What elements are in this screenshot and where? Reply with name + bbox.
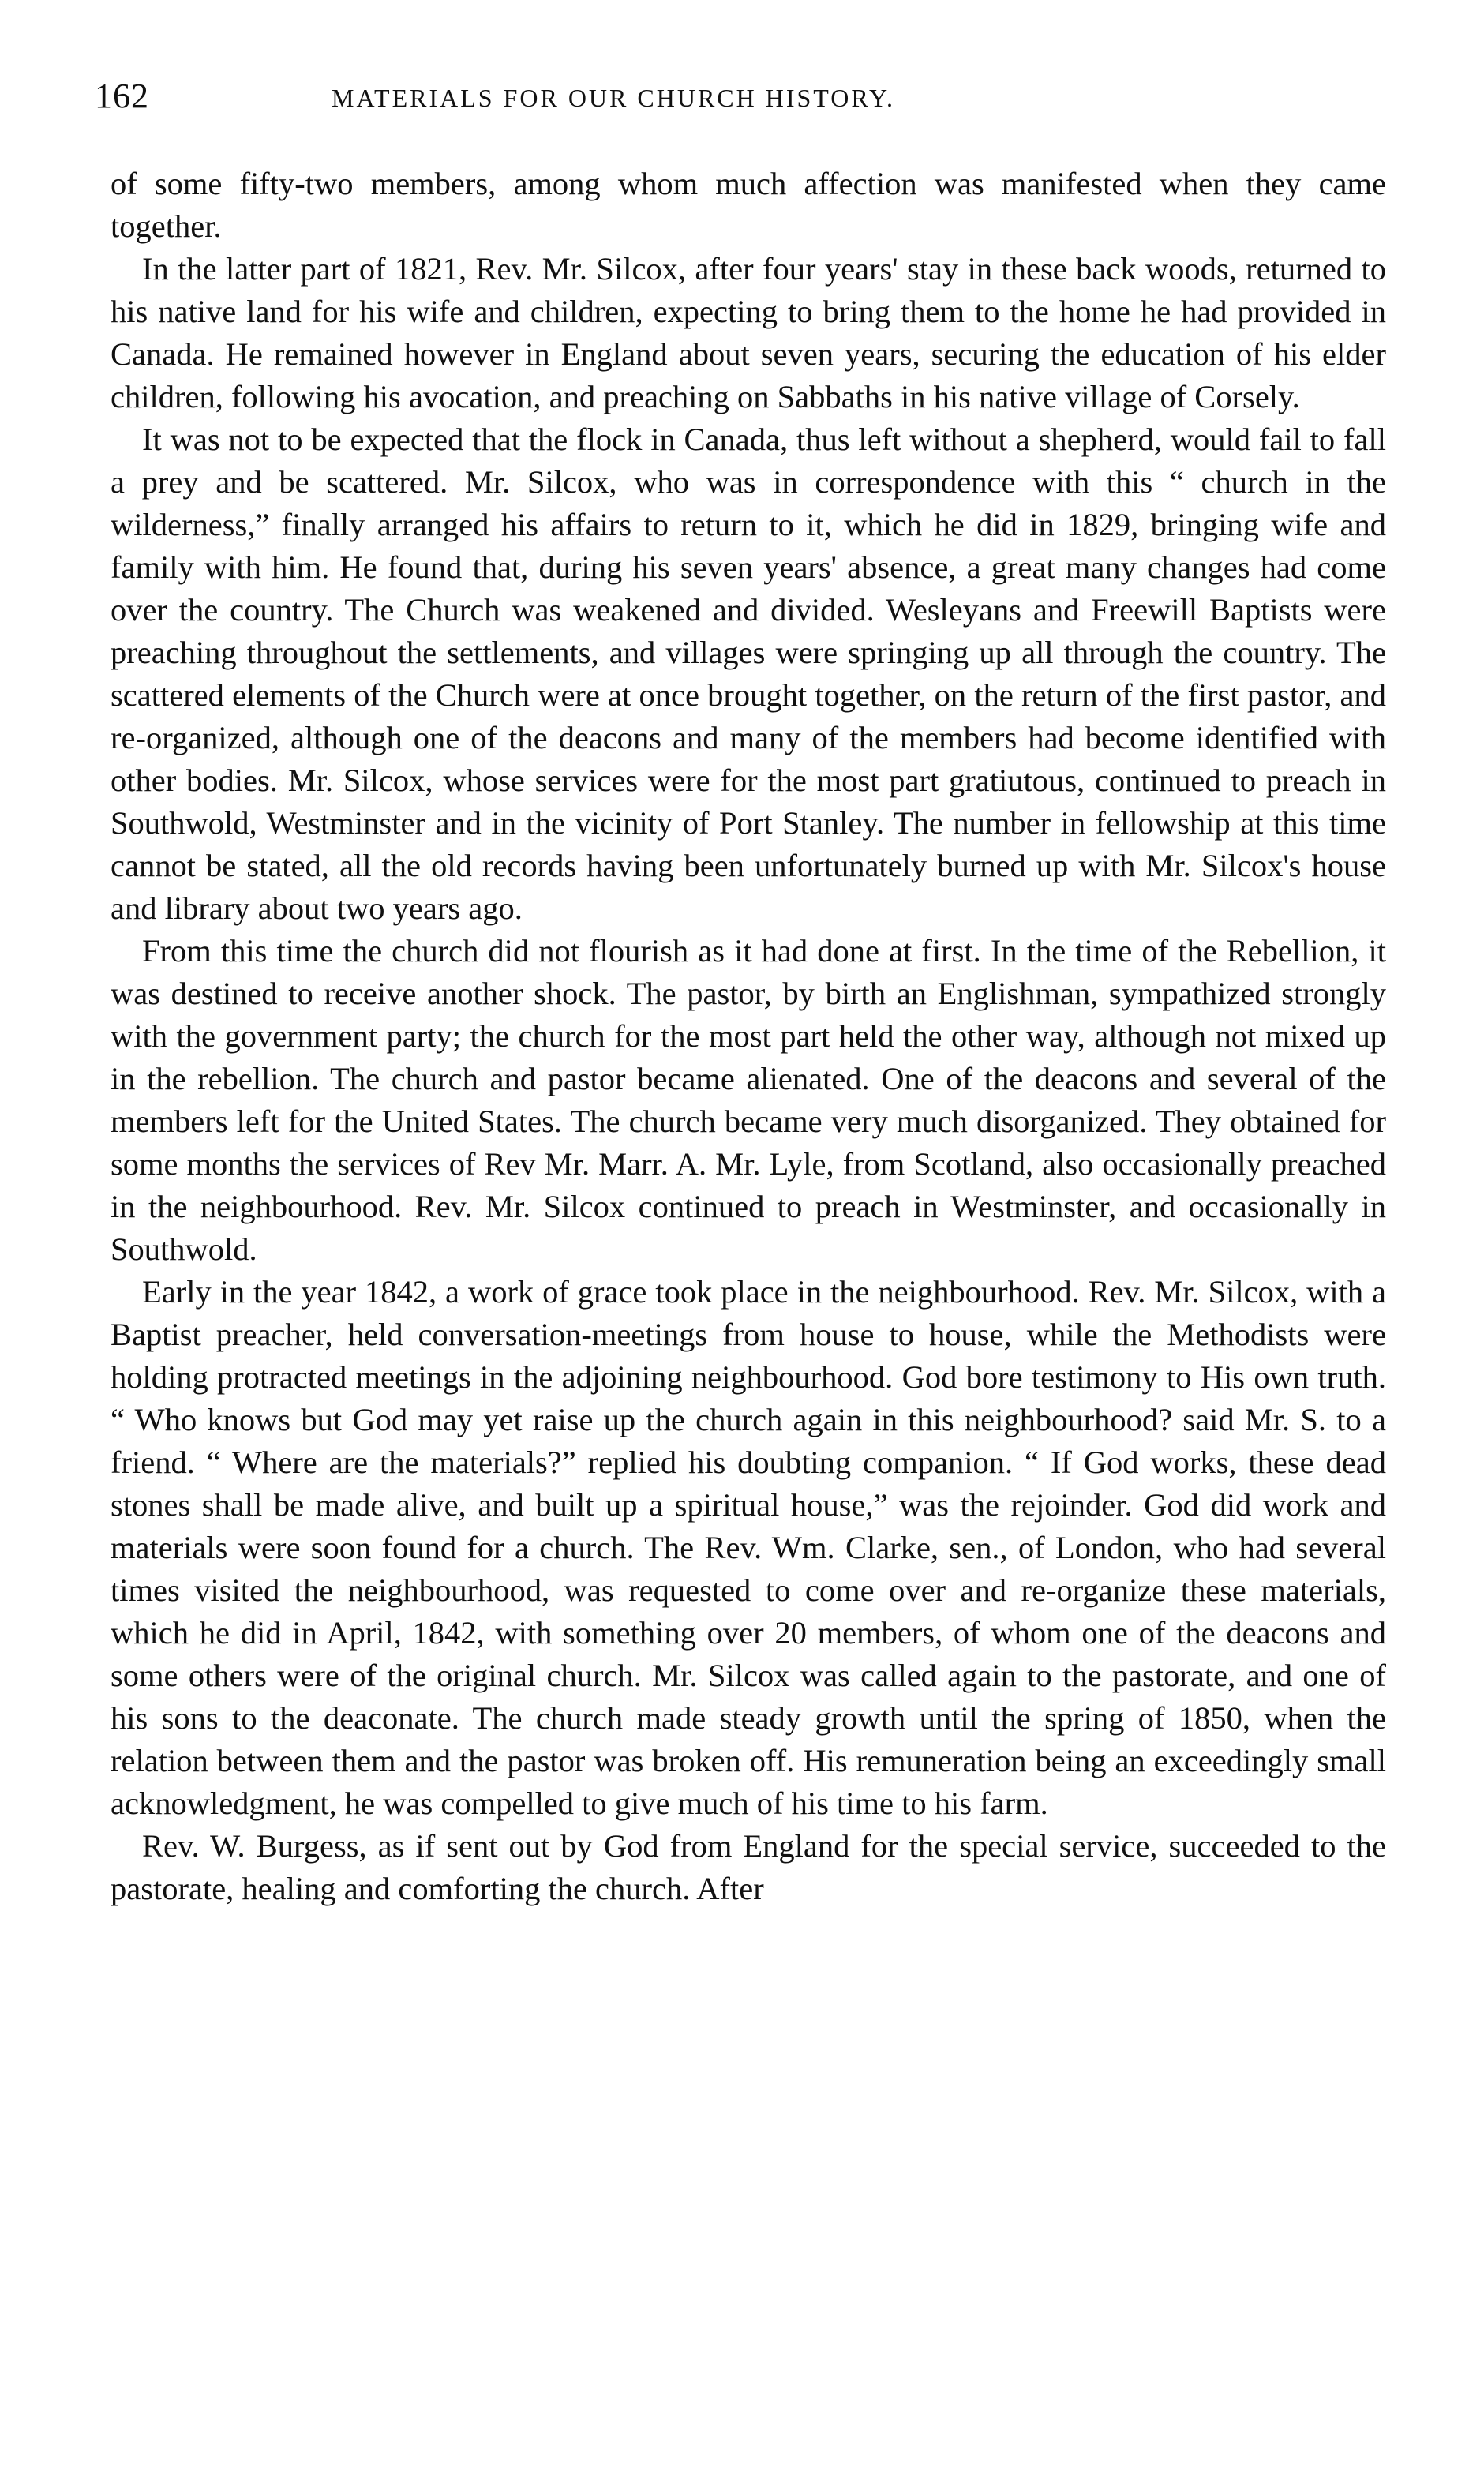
paragraph-flock-scattered: It was not to be expected that the flock in Canada, thus left without a shepherd, would fail to fall a prey and be scattered. Mr. Silcox, who was in correspondence with this “ church in the wilderness,” finally arranged his affairs to return to it, which he did in 1829, bringing wife and family with him. He found that, during his seven years' absence, a great many changes had come over the country. The Church was weakened and divided. Wesleyans and Freewill Baptists were preaching throughout the settlements, and villages were springing up all through the country. The scattered elements of the Church were at once brought together, on the return of the first pastor, and re-organized, although one of the deacons and many of the members had become identified with other bodies. Mr. Silcox, whose services were for the most part gratiutous, continued to preach in Southwold, Westminster and in the vicinity of Port Stanley. The number in fellowship at this time cannot be stated, all the old records having been unfortunately burned up with Mr. Silcox's house and library about two years ago. <box>111 422 1386 926</box>
body-text <box>111 163 1386 1910</box>
paragraph-rebellion: From this time the church did not flourish as it had done at first. In the time of the Rebellion, it was destined to receive another shock. The pastor, by birth an Englishman, sympathized strongly with the government party; the church for the most part held the other way, although not mixed up in the rebellion. The church and pastor became alienated. One of the deacons and several of the members left for the United States. The church became very much disorganized. They obtained for some months the services of Rev Mr. Marr. A. Mr. Lyle, from Scotland, also occasionally preached in the neighbourhood. Rev. Mr. Silcox continued to preach in Westminster, and occasionally in Southwold. <box>111 933 1386 1267</box>
running-title: MATERIALS FOR OUR CHURCH HISTORY. <box>332 84 895 112</box>
paragraph-silcox-return-england: In the latter part of 1821, Rev. Mr. Silcox, after four years' stay in these back woods, returned to his native land for his wife and children, expecting to bring them to the home he had provided in Canada. He remained however in England about seven years, securing the education of his elder children, following his avocation, and preaching on Sabbaths in his native village of Corsely. <box>111 251 1386 414</box>
page-header <box>95 76 1389 123</box>
paragraph-work-of-grace-1842: Early in the year 1842, a work of grace took place in the neighbourhood. Rev. Mr. Silcox, with a Baptist preacher, held conversation-meetings from house to house, while the Methodists were holding protracted meetings in the adjoining neighbourhood. God bore testimony to His own truth. “ Who knows but God may yet raise up the church again in this neighbourhood? said Mr. S. to a friend. “ Where are the materials?” replied his doubting companion. “ If God works, these dead stones shall be made alive, and built up a spiritual house,” was the rejoinder. God did work and materials were soon found for a church. The Rev. Wm. Clarke, sen., of London, who had several times visited the neighbourhood, was requested to come over and re-organize these materials, which he did in April, 1842, with something over 20 members, of whom one of the deacons and some others were of the original church. Mr. Silcox was called again to the pastorate, and one of his sons to the deaconate. The church made steady growth until the spring of 1850, when the relation between them and the pastor was broken off. His remuneration being an exceedingly small acknowledgment, he was compelled to give much of his time to his farm. <box>111 1274 1386 1821</box>
paragraph-burgess-pastorate: Rev. W. Burgess, as if sent out by God from England for the special service, succeeded to the pastorate, healing and comforting the church. After <box>111 1828 1386 1906</box>
paragraph-continuation: of some fifty-two members, among whom much affection was manifested when they came together. <box>111 166 1386 244</box>
page-number: 162 <box>95 77 149 115</box>
